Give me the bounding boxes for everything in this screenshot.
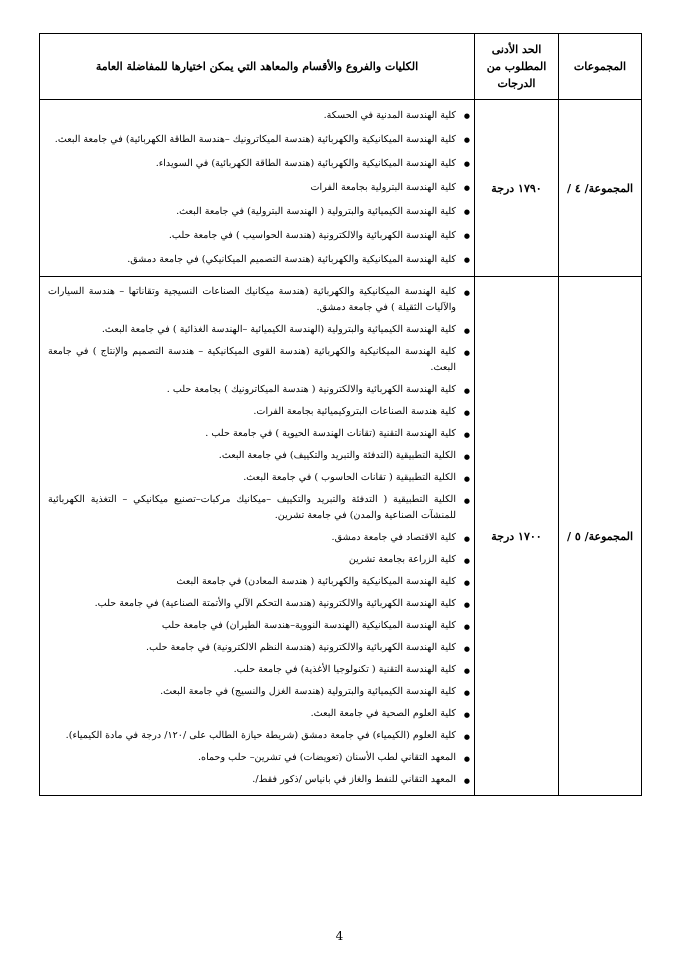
table-header-row xyxy=(40,34,642,100)
list-item: ● كلية الهندسة الميكانيكية والكهربائية (هندسة الطاقة الكهربائية) في السويداء. xyxy=(48,152,456,176)
list-item: ● كلية الهندسة الكهربائية والالكترونية ( هندسة الميكاترونيك ) بجامعة حلب . xyxy=(48,379,456,401)
list-item: ● كلية الهندسة التقنية (تقانات الهندسة الحيوية ) في جامعة حلب . xyxy=(48,423,456,445)
list-item: ● كلية الهندسة المدنية في الحسكة. xyxy=(48,104,456,128)
list-item: ● كلية الهندسة الكيميائية والبترولية (هندسة الغزل والنسيج) في جامعة البعث. xyxy=(48,681,456,703)
min-score: ١٧٠٠ درجة xyxy=(475,277,559,796)
list-item: ● المعهد التقاني لطب الأسنان (تعويضات) في تشرين– حلب وحماه. xyxy=(48,747,456,769)
list-item: ● كلية الهندسة الميكانيكية والكهربائية (هندسة الميكاترونيك –هندسة الطاقة الكهربائية) في جامعة البعث. xyxy=(48,128,456,152)
list-item: ● كلية الهندسة التقنية ( تكنولوجيا الأغذية) في جامعة حلب. xyxy=(48,659,456,681)
list-item: ● كلية الهندسة الميكانيكية والكهربائية (هندسة القوى الميكانيكية – هندسة التصميم والإنتاج ) في جامعة البعث. xyxy=(48,341,456,379)
min-score: ١٧٩٠ درجة xyxy=(475,100,559,277)
list-item: ● الكلية التطبيقية ( التدفئة والتبريد والتكييف –ميكانيك مركبات–تصنيع ميكانيكي – التغذية الكهربائية للمنشآت الصناعية والمدن) في جامعة تشرين. xyxy=(48,489,456,527)
list-item: ● كلية الهندسة البترولية بجامعة الفرات xyxy=(48,176,456,200)
header-groups: المجموعات xyxy=(559,34,642,100)
list-item: ● المعهد التقاني للنفط والغاز في بانياس /ذكور فقط/. xyxy=(48,769,456,791)
list-item: ● كلية الهندسة الميكانيكية والكهربائية (هندسة ميكانيك الصناعات النسيجية وتقاناتها – هندسة السيارات والآليات الثقيلة ) في جامعة دمشق. xyxy=(48,281,456,319)
list-item: ● كلية الهندسة الميكانيكية (الهندسة النووية–هندسة الطيران) في جامعة حلب xyxy=(48,615,456,637)
list-item: ● الكلية التطبيقية (التدفئة والتبريد والتكييف) في جامعة البعث. xyxy=(48,445,456,467)
colleges-cell xyxy=(40,277,475,796)
list-item: ● كلية الهندسة الكهربائية والالكترونية (هندسة النظم الالكترونية) في جامعة حلب. xyxy=(48,637,456,659)
list-item: ● الكلية التطبيقية ( تقانات الحاسوب ) في جامعة البعث. xyxy=(48,467,456,489)
list-item: ● كلية هندسة الصناعات البتروكيميائية بجامعة الفرات. xyxy=(48,401,456,423)
table-row-group-4 xyxy=(40,100,642,277)
list-item: ● كلية العلوم (الكيمياء) في جامعة دمشق (شريطة حيازة الطالب على /١٢٠/ درجة في مادة الكيمياء). xyxy=(48,725,456,747)
header-colleges: الكليات والفروع والأقسام والمعاهد التي يمكن اختيارها للمفاضلة العامة xyxy=(40,34,475,100)
admissions-table xyxy=(39,33,642,796)
list-item: ● كلية الهندسة الكيميائية والبترولية (الهندسة الكيميائية –الهندسة الغذائية ) في جامعة البعث. xyxy=(48,319,456,341)
list-item: ● كلية الهندسة الكهربائية والالكترونية (هندسة التحكم الآلي والأتمتة الصناعية) في جامعة حلب. xyxy=(48,593,456,615)
table-row-group-5 xyxy=(40,277,642,796)
group-label: المجموعة/ ٥ / xyxy=(559,277,642,796)
college-list xyxy=(40,100,474,276)
list-item: ● كلية الاقتصاد في جامعة دمشق. xyxy=(48,527,456,549)
list-item: ● كلية الهندسة الكيميائية والبترولية ( الهندسة البترولية) في جامعة البعث. xyxy=(48,200,456,224)
header-min-line-1: الحد الأدنى xyxy=(491,42,542,56)
colleges-cell xyxy=(40,100,475,277)
page-number: 4 xyxy=(335,929,344,943)
list-item: ● كلية الزراعة بجامعة تشرين xyxy=(48,549,456,571)
list-item: ● كلية العلوم الصحية في جامعة البعث. xyxy=(48,703,456,725)
header-min-line-2: المطلوب من xyxy=(486,59,547,73)
list-item: ● كلية الهندسة الميكانيكية والكهربائية ( هندسة المعادن) في جامعة البعث xyxy=(48,571,456,593)
header-min-score xyxy=(475,34,559,100)
list-item: ● كلية الهندسة الكهربائية والالكترونية (هندسة الحواسيب ) في جامعة حلب. xyxy=(48,224,456,248)
college-list xyxy=(40,277,474,795)
list-item: ● كلية الهندسة الميكانيكية والكهربائية (هندسة التصميم الميكانيكي) في جامعة دمشق. xyxy=(48,248,456,272)
group-label: المجموعة/ ٤ / xyxy=(559,100,642,277)
header-min-line-3: الدرجات xyxy=(497,77,536,91)
